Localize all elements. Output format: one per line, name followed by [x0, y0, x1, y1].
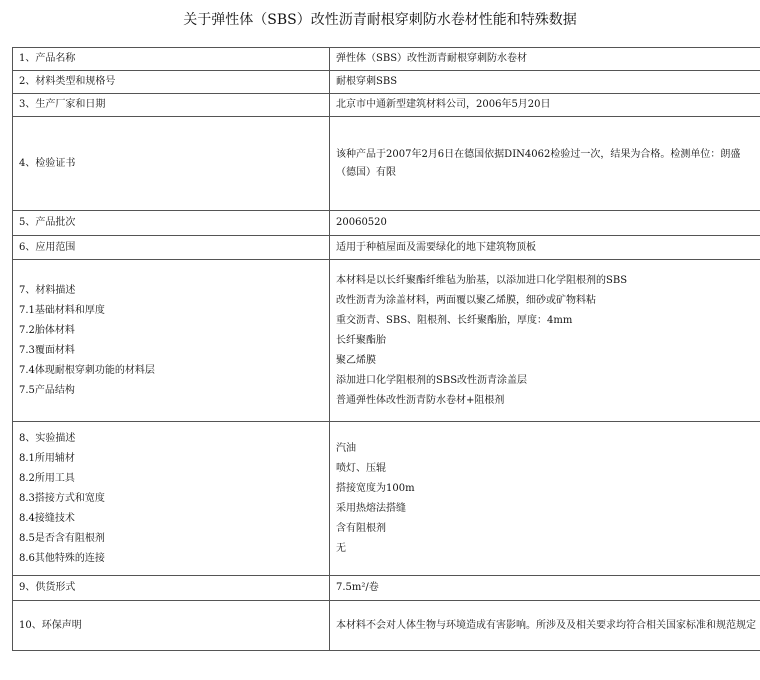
row-value	[330, 236, 760, 260]
row-value	[330, 71, 760, 94]
row-label	[13, 71, 330, 94]
value-text: 搭接宽度为100m	[336, 482, 415, 494]
table-row	[13, 236, 760, 260]
label-text: 8.1所用辅材	[19, 452, 75, 464]
value-text: 改性沥青为涂盖材料，两面覆以聚乙烯膜，细砂或矿物料粘	[336, 294, 596, 306]
label-text: 2、材料类型和规格号	[19, 76, 116, 87]
label-text: 7.4体现耐根穿刺功能的材料层	[19, 364, 155, 376]
label-text: 1、产品名称	[19, 53, 76, 64]
value-text: 无	[336, 542, 346, 554]
row-value	[330, 48, 760, 71]
value-text: 聚乙烯膜	[336, 354, 376, 366]
row-value	[330, 211, 760, 236]
spec-table	[12, 47, 760, 651]
label-text: 10、环保声明	[19, 619, 82, 631]
row-value	[330, 576, 760, 601]
row-value	[330, 94, 760, 117]
label-text: 7、材料描述	[19, 284, 76, 296]
label-text: 8.4接缝技术	[19, 512, 75, 524]
label-text: 3、生产厂家和日期	[19, 99, 106, 110]
value-text: 本材料是以长纤聚酯纤维毡为胎基，以添加进口化学阻根剂的SBS	[336, 274, 628, 286]
value-text: 本材料不会对人体生物与环境造成有害影响。所涉及及相关要求均符合相关国家标准和规范规定	[336, 619, 756, 631]
table-row	[13, 48, 760, 71]
label-text: 8.5是否含有阻根剂	[19, 532, 105, 544]
label-text: 8、实验描述	[19, 432, 76, 444]
value-text: 添加进口化学阻根剂的SBS改性沥青涂盖层	[336, 374, 528, 386]
value-text: 北京市中通新型建筑材料公司，2006年5月20日	[336, 99, 551, 110]
table-row	[13, 94, 760, 117]
row-label	[13, 601, 330, 651]
row-label	[13, 117, 330, 211]
row-label	[13, 576, 330, 601]
row-value	[330, 117, 760, 211]
label-text: 7.3覆面材料	[19, 344, 75, 356]
label-text: 8.3搭接方式和宽度	[19, 492, 105, 504]
value-text: 采用热熔法搭缝	[336, 502, 406, 514]
label-text: 7.2胎体材料	[19, 324, 75, 336]
value-text: 弹性体（SBS）改性沥青耐根穿刺防水卷材	[336, 53, 528, 64]
label-text: 7.5产品结构	[19, 384, 75, 396]
value-text: 7.5m²/卷	[336, 582, 379, 593]
value-text: 喷灯、压辊	[336, 462, 386, 474]
document-title: 关于弹性体（SBS）改性沥青耐根穿刺防水卷材性能和特殊数据	[183, 12, 577, 28]
row-label	[13, 48, 330, 71]
value-text: 汽油	[336, 442, 356, 454]
row-label	[13, 236, 330, 260]
table-row	[13, 71, 760, 94]
table-row	[13, 422, 760, 576]
row-label	[13, 94, 330, 117]
label-text: 4、检验证书	[19, 157, 76, 169]
value-text: 耐根穿刺SBS	[336, 76, 398, 87]
label-text: 8.2所用工具	[19, 472, 75, 484]
table-row	[13, 117, 760, 211]
value-text: 长纤聚酯胎	[336, 334, 386, 346]
row-label	[13, 260, 330, 422]
table-row	[13, 576, 760, 601]
value-text: 该种产品于2007年2月6日在德国依据DIN4062检验过一次，结果为合格。检测单位：朗盛（德国）有限	[336, 148, 741, 178]
value-text: 含有阻根剂	[336, 522, 386, 534]
label-text: 9、供货形式	[19, 582, 76, 593]
table-row	[13, 260, 760, 422]
table-row	[13, 211, 760, 236]
value-text: 20060520	[336, 217, 387, 228]
label-text: 5、产品批次	[19, 217, 76, 228]
row-value	[330, 422, 760, 576]
value-text: 重交沥青、SBS、阻根剂、长纤聚酯胎，厚度：4mm	[336, 314, 573, 326]
row-label	[13, 422, 330, 576]
row-value	[330, 260, 760, 422]
table-row	[13, 601, 760, 651]
row-label	[13, 211, 330, 236]
value-text: 普通弹性体改性沥青防水卷材+阻根剂	[336, 394, 505, 406]
label-text: 8.6其他特殊的连接	[19, 552, 105, 564]
row-value	[330, 601, 760, 651]
label-text: 6、应用范围	[19, 241, 76, 253]
value-text: 适用于种植屋面及需要绿化的地下建筑物顶板	[336, 241, 536, 253]
label-text: 7.1基础材料和厚度	[19, 304, 105, 316]
